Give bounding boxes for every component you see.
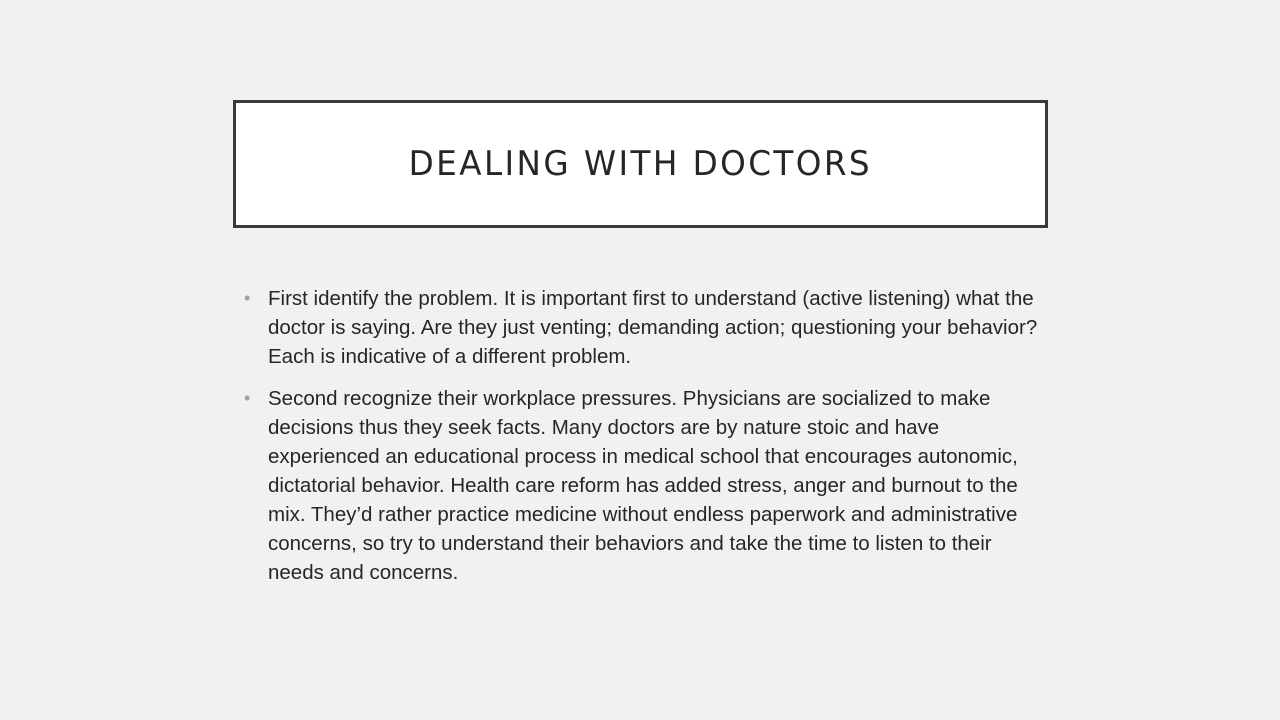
slide-content [240,284,1040,600]
bullet-text: Second recognize their workplace pressures. Physicians are socialized to make decisions thus they seek facts. Many doctors are by nature stoic and have experienced an educational process in medical school that encourages autonomic, dictatorial behavior. Health care reform has added stress, anger and burnout to the mix. They’d rather practice medicine without endless paperwork and administrative concerns, so try to understand their behaviors and take the time to listen to their needs and concerns. [268,387,1018,584]
slide-title: DEALING WITH DOCTORS [408,144,873,184]
bullet-list [240,284,1040,587]
bullet-item-workplace-pressures [240,384,1040,587]
bullet-item-identify-problem [240,284,1040,371]
bullet-icon: • [244,288,251,308]
bullet-icon: • [244,388,251,408]
title-box [233,100,1048,228]
bullet-text: First identify the problem. It is important first to understand (active listening) what the doctor is saying. Are they just venting; demanding action; questioning your behavior? Each is indicative of a different problem. [268,287,1038,368]
